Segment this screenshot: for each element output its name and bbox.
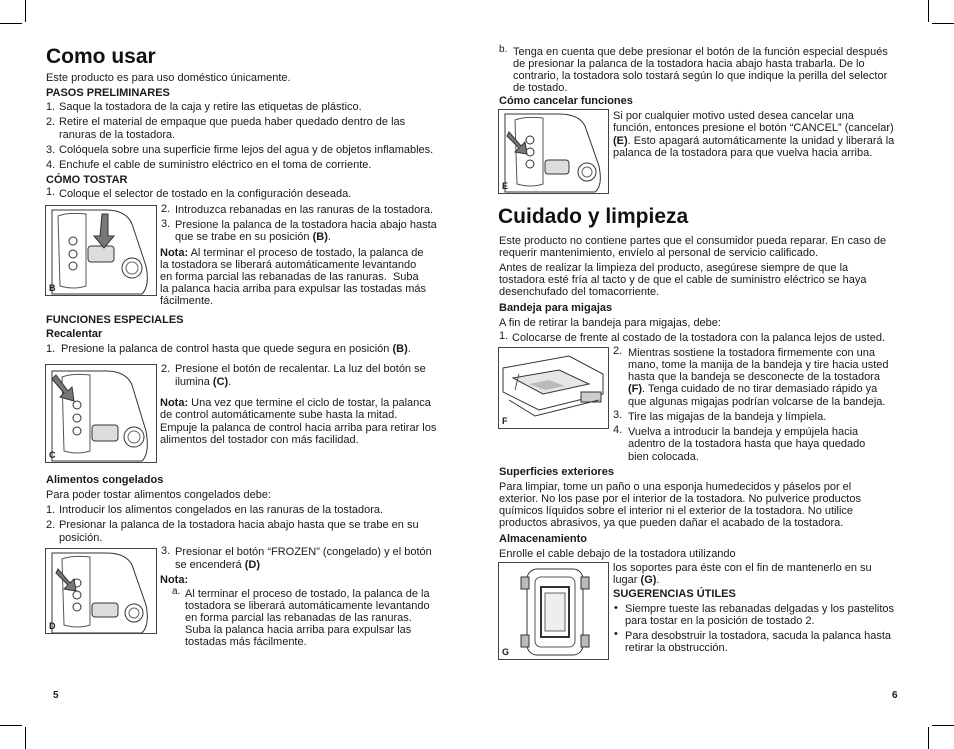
list-item: Retire el material de empaque que pueda haber quedado dentro de las [59,116,406,128]
text: . Tenga cuidado de no tirar demasiado rápido ya [642,383,878,395]
figure-label: B [49,283,56,293]
paragraph-line: requerir mantenimiento, envíelo al personal de servicio calificado. [499,247,819,259]
list-item: Introducir los alimentos congelados en las ranuras de la tostadora. [59,504,384,516]
text: Presione la palanca de control hasta que quede segura en posición [61,343,390,355]
note-line: en forma parcial las rebanadas de las ranuras. [185,612,412,624]
paragraph-line: Para limpiar, tome un paño o una esponja humedecidos y páselos por el [499,481,852,493]
list-item: Colocarse de frente al costado de la tostadora con la palanca lejos de usted. [512,332,886,344]
list-item: Presione el botón de recalentar. La luz del botón se [175,363,426,375]
list-item: Introduzca rebanadas en las ranuras de la tostadora. [175,204,434,216]
text: . Esto apagará automáticamente la unidad y liberará la [627,135,895,147]
list-item-cont: retirar la obstrucción. [625,642,728,654]
subheading-superficies: Superficies exteriores [499,466,614,478]
paragraph-line: de tostado. [513,82,568,94]
subheading-recalentar: Recalentar [46,328,103,340]
list-number: 2. [46,519,56,531]
note-line: Empuje la palanca de control hacia arriba para retirar los [160,422,437,434]
figure-c-reheat-button [45,364,157,463]
list-item: Colóquela sobre una superficie firme lejos del agua y de objetos inflamables. [59,144,434,156]
list-number: 1. [46,504,56,516]
list-item: Tire las migajas de la bandeja y límpiela. [628,411,827,423]
crop-mark [0,725,22,726]
page-number: 6 [892,690,898,701]
list-number: 4. [46,159,56,171]
text: lugar [613,574,638,586]
page-title-como-usar: Como usar [46,45,156,68]
crop-mark [25,0,26,22]
note-line: la tostadora se liberará automáticamente levantando [160,259,417,271]
subheading-almacenamiento: Almacenamiento [499,533,588,545]
list-number: 1. [499,330,509,342]
list-number: 2. [161,203,171,215]
list-item-cont: adentro de la tostadora hasta que haya quedado [628,438,866,450]
paragraph-line: químicos líquidos sobre el interior ni el exterior de la tostadora. No utilice [499,505,854,517]
list-number: 3. [161,545,171,557]
figure-label: E [502,181,509,191]
figure-ref: (F) [628,383,643,395]
text: ilumina [175,376,210,388]
figure-ref: (D) [244,559,261,571]
figure-ref: (C) [212,376,229,388]
note-line: en forma parcial las rebanadas de las ranuras. Suba [160,271,419,283]
section-heading-preliminares: PASOS PRELIMINARES [46,87,170,99]
list-item: Enchufe el cable de suministro eléctrico en el toma de corriente. [59,159,372,171]
list-item: Coloque el selector de tostado en la configuración deseada. [59,188,352,200]
paragraph-line: productos abrasivos, ya que pueden dañar el acabado de la tostadora. [499,517,844,529]
text: que se trabe en su posición [175,231,310,243]
page-title-cuidado: Cuidado y limpieza [498,205,689,228]
paragraph-line: Antes de realizar la limpieza del producto, asegúrese siempre de que la [499,262,849,274]
list-number: b. [499,44,508,55]
list-number: 2. [161,363,171,375]
paragraph-line: lugar (G). [613,574,660,586]
crop-mark [928,727,929,749]
figure-label: G [502,647,510,657]
list-item: Saque la tostadora de la caja y retire las etiquetas de plástico. [59,101,362,113]
list-number: a. [172,586,181,597]
figure-g-cord-storage [498,562,609,660]
figure-label: C [49,450,56,460]
figure-e-cancel-button [498,109,609,194]
figure-label: D [49,621,56,631]
list-item: Vuelva a introducir la bandeja y empújela hacia [628,426,859,438]
subheading-sugerencias: SUGERENCIAS ÚTILES [613,588,736,600]
list-item-cont: que se trabe en su posición (B). [175,231,331,243]
list-item: Presione la palanca de la tostadora hacia abajo hasta [175,219,437,231]
list-number: 3. [613,409,623,421]
list-item-cont: posición. [59,532,103,544]
paragraph-line: palanca de la tostadora para que vuelva hacia arriba. [613,147,873,159]
figure-label: F [502,416,508,426]
bullet-icon: • [614,602,618,614]
section-heading-funciones: FUNCIONES ESPECIALES [46,314,184,326]
section-heading-como-tostar: CÓMO TOSTAR [46,174,128,186]
paragraph-line: tostadora esté fría al tacto y de que el cable de suministro eléctrico se haya [499,274,867,286]
list-item-cont: para tostar en la posición de tostado 2. [625,615,815,627]
list-item-cont [628,383,877,396]
paragraph-line: de presionar la palanca de la tostadora hacia abajo hasta trabarla. De lo [513,58,865,70]
note-line: tostadas más fácilmente. [185,636,307,648]
note-paragraph [160,397,431,410]
intro-text: Este producto es para uso doméstico únicamente. [46,72,291,84]
list-number: 3. [46,144,56,156]
list-item-cont: hasta que la bandeja se desconecte de la tostadora [628,371,880,383]
page-number: 5 [53,690,59,701]
subheading-bandeja: Bandeja para migajas [499,302,613,314]
paragraph-line: función, entonces presione el botón “CANCEL” (cancelar) [613,122,894,134]
list-number: 1. [46,101,56,113]
note-line: la palanca hacia arriba para expulsar las tostadas más [160,283,426,295]
paragraph-line: Tenga en cuenta que debe presionar el botón de la función especial después [513,46,888,58]
list-item-cont: ilumina (C). [175,376,232,388]
text: Al terminar el proceso de tostado, la palanca de [190,247,424,259]
paragraph-line: Si por cualquier motivo usted desea cancelar una [613,110,854,122]
list-item-cont: que algunas migajas podrían volcarse de la bandeja. [628,396,886,408]
figure-ref: (B) [392,343,408,355]
list-item-cont: mano, tome la manija de la bandeja y tire hacia usted [628,359,889,371]
figure-ref: (E) [613,135,628,147]
figure-ref: (G) [640,574,657,586]
note-line: de control automáticamente sube hasta la mitad. [160,409,398,421]
list-item: Mientras sostiene la tostadora firmemente con una [628,347,876,359]
subheading-cancelar: Cómo cancelar funciones [499,95,633,107]
figure-f-crumb-tray [498,347,609,429]
paragraph-line: contrario, la tostadora solo tostará según lo que indique la perilla del selector [513,70,888,82]
list-item-cont: bien colocada. [628,451,699,463]
paragraph-line: desenchufado del tomacorriente. [499,286,660,298]
crop-mark [0,23,22,24]
bullet-icon: • [614,628,618,640]
list-number: 1. [46,343,56,355]
crop-mark [928,0,929,22]
text: Una vez que termine el ciclo de tostar, la palanca [191,397,431,409]
note-label: Nota: [160,247,189,259]
paragraph-line: los soportes para éste con el fin de mantenerlo en su [613,562,872,574]
note-line: tostadora se liberará automáticamente levantando [185,600,430,612]
list-number: 4. [613,424,623,436]
list-number: 2. [46,116,56,128]
paragraph-line: Este producto no contiene partes que el consumidor pueda reparar. En caso de [499,235,887,247]
paragraph-line: A fin de retirar la bandeja para migajas, debe: [499,317,721,329]
figure-d-frozen-button [45,548,157,634]
figure-ref: (B) [312,231,328,243]
list-number: 3. [161,218,171,230]
note-line: Suba la palanca hacia arriba para expulsar las [185,624,412,636]
crop-mark [932,23,954,24]
paragraph-line: exterior. No los pase por el interior de la tostadora. No pulverice productos [499,493,861,505]
list-number: 2. [613,345,623,357]
paragraph-line [613,135,894,148]
note-label: Nota: [160,574,189,586]
list-item: Presionar el botón “FROZEN” (congelado) y el botón [175,546,432,558]
list-item: Presionar la palanca de la tostadora hacia abajo hasta que se trabe en su [59,519,419,531]
list-item: Siempre tueste las rebanadas delgadas y los pastelitos [625,603,895,615]
figure-b-toaster-lever [45,205,157,296]
note-paragraph [160,247,424,260]
list-item: Presione la palanca de control hasta que quede segura en posición (B). [61,343,411,355]
note-line: fácilmente. [160,295,214,307]
note-label: Nota: [160,397,189,409]
text: se encenderá [175,559,242,571]
list-item-cont: ranuras de la tostadora. [59,129,176,141]
subheading-congelados: Alimentos congelados [46,474,164,486]
note-line: alimentos del tostador con más facilidad. [160,434,359,446]
list-item: Para desobstruir la tostadora, sacuda la palanca hasta [625,630,891,642]
paragraph-line: Enrolle el cable debajo de la tostadora utilizando [499,548,736,560]
note-line: Al terminar el proceso de tostado, la palanca de la [185,588,430,600]
crop-mark [932,725,954,726]
list-item-cont [175,559,260,572]
frozen-intro: Para poder tostar alimentos congelados debe: [46,489,272,501]
crop-mark [25,727,26,749]
list-number: 1. [46,186,56,198]
